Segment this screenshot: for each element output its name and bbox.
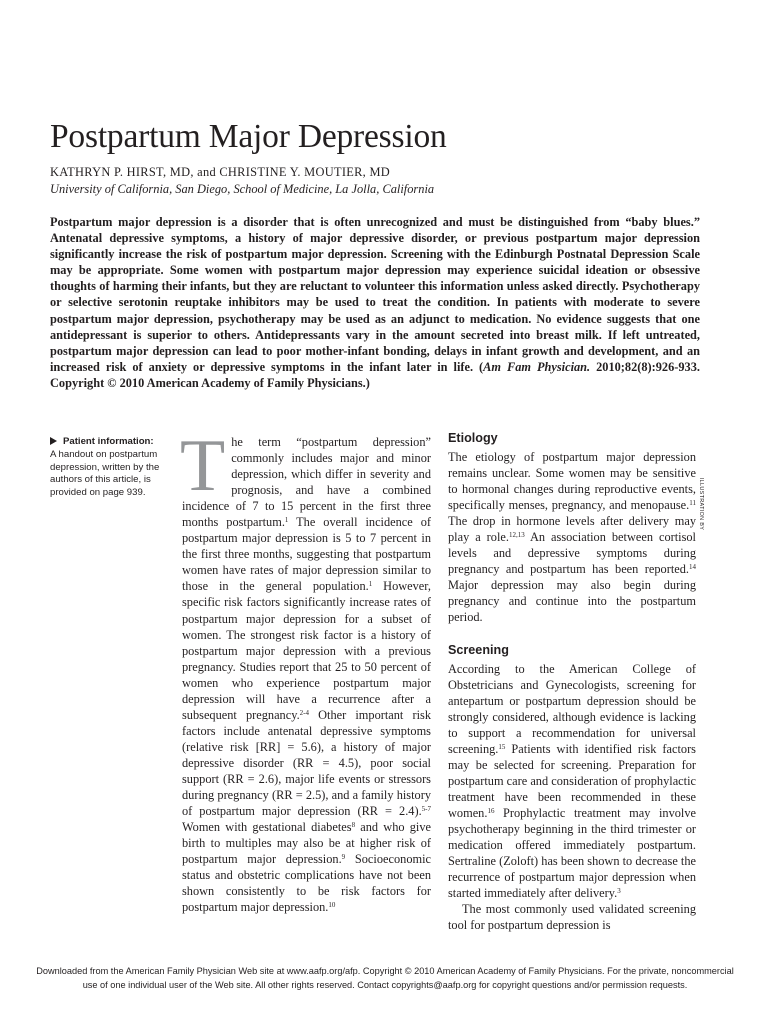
reference-number: 14 (689, 563, 696, 572)
reference-number: 9 (341, 853, 346, 862)
author-affiliation: University of California, San Diego, School of Medicine, La Jolla, California (50, 182, 435, 196)
reference-number: 2-4 (299, 708, 310, 717)
reference-number: 1 (284, 516, 289, 525)
body-column-right (448, 429, 696, 933)
patient-info-text: A handout on postpartum depression, written by the authors of this article, is provided on page 939. (50, 448, 160, 499)
article-abstract (50, 214, 700, 391)
abstract-citation-rest: 2010;82(8):926-933. Copyright © 2010 American Academy of Family Physicians.) (50, 359, 700, 390)
reference-number: 1 (368, 580, 373, 589)
body-column-middle (180, 425, 431, 915)
screening-paragraph-2: The most commonly used validated screening tool for postpartum depression is (448, 902, 696, 933)
screening-heading: Screening (448, 642, 509, 657)
reference-number: 5-7 (421, 805, 431, 814)
screening-paragraph: According to the American College of Obstetricians and Gynecologists, screening for antepartum or postpartum depression should be strongly considered, although evidence is lacking to support a recommendation for universal screening.$^{15}$ Patients with identified risk factors may be selected for screening. Preparation for postpartum care and consideration of prophylactic treatment have been recommended in these women.$^{16}$ Prophylactic treatment may involve psychotherapy beginning in the third trimester or medication offered immediately postpartum. Sertraline (Zoloft) has been shown to decrease the recurrence of postpartum major depression when started immediately after delivery.$^3$ (448, 661, 696, 901)
reference-number: 15 (498, 742, 506, 751)
footer-line-2: use of one individual user of the Web site. All other rights reserved. Contact copyrights@aafp.org for copyright questions and/or permission requests. (82, 980, 688, 990)
patient-info-label: Patient information: (63, 436, 154, 447)
reference-number: 16 (487, 806, 495, 815)
reference-number: 12,13 (508, 531, 525, 540)
etiology-paragraph: The etiology of postpartum major depression remains unclear. Some women may be sensitive to hormonal changes during reproductive events, specifically menses, pregnancy, and menopause.$^{11}$ The drop in hormone levels after delivery may play a role.$^{12,13}$ An association between cortisol levels and depressive symptoms during pregnancy and postpartum has been reported.$^{14}$ Major depression may also begin during pregnancy and continue into the postpartum period. (448, 450, 696, 625)
page-footer (20, 964, 750, 992)
drop-cap: T (180, 425, 226, 507)
reference-number: 10 (328, 901, 336, 910)
illustration-credit (700, 476, 710, 536)
triangle-bullet-icon (50, 437, 57, 445)
article-authors: KATHRYN P. HIRST, MD, and CHRISTINE Y. MOUTIER, MD (50, 165, 391, 179)
patient-info-sidebar (50, 436, 170, 500)
etiology-heading: Etiology (448, 431, 498, 445)
footer-line-1: Downloaded from the American Family Physician Web site at www.aafp.org/afp. Copyright © 2010 American Academy of Family Physicians. For the private, noncommercial (36, 966, 734, 976)
article-title: Postpartum Major Depression (50, 118, 447, 155)
reference-number: 11 (689, 499, 696, 508)
abstract-citation-journal: Am Fam Physician. (483, 359, 591, 374)
reference-number: 3 (617, 887, 621, 896)
illustration-credit-text: ILLUSTRATION BY (698, 477, 705, 531)
reference-number: 8 (351, 821, 356, 830)
abstract-text: Postpartum major depression is a disorder that is often unrecognized and must be distinguished from “baby blues.” Antenatal depressive symptoms, a history of major depressive disorder, or previous postpartum major depression significantly increase the risk of postpartum major depression. Screening with the Edinburgh Postnatal Depression Scale may be appropriate. Some women with postpartum major depression may experience suicidal ideation or obsessive thoughts of harming their infants, but they are reluctant to volunteer this information unless asked directly. Psychotherapy or selective serotonin reuptake inhibitors may be used to treat the condition. In patients with moderate to severe postpartum major depression, psychotherapy may be used as an adjunct to medication. No evidence suggests that one antidepressant is superior to others. Antidepressants vary in the amount secreted into breast milk. If left untreated, postpartum major depression can lead to poor mother-infant bonding, delays in infant growth and development, and an increased risk of anxiety or depressive symptoms in the infant later in life. ( (50, 215, 700, 374)
intro-paragraph: he term “postpartum depression” commonly includes major and minor depression, which differ in severity and prognosis, and have a combined incidence of 7 to 15 percent in the first three months postpartum.$^1$ The overall incidence of postpartum major depression is 5 to 7 percent in the first three months, suggesting that postpartum women have rates of major depression similar to those in the general population.$^1$ However, specific risk factors significantly increase rates of postpartum major depression for a subset of women. The strongest risk factor is a history of postpartum major depression with a previous pregnancy. Studies report that 25 to 50 percent of women who experience postpartum major depression will have a recurrence after a subsequent pregnancy.$^{2-4}$ Other important risk factors include antenatal depressive symptoms (relative risk [RR] = 5.6), a history of major depressive disorder (RR = 4.5), poor social support (RR = 2.6), major life events or stressors during pregnancy (RR = 2.5), and a family history of postpartum major depression (RR = 2.4).$^{5-7}$ Women with gestational diabetes$^8$ and who give birth to multiples may also be at higher risk of postpartum major depression.$^9$ Socioeconomic status and obstetric complications have not been shown consistently to be risk factors for postpartum major depression.$^{10}$ (182, 435, 431, 915)
